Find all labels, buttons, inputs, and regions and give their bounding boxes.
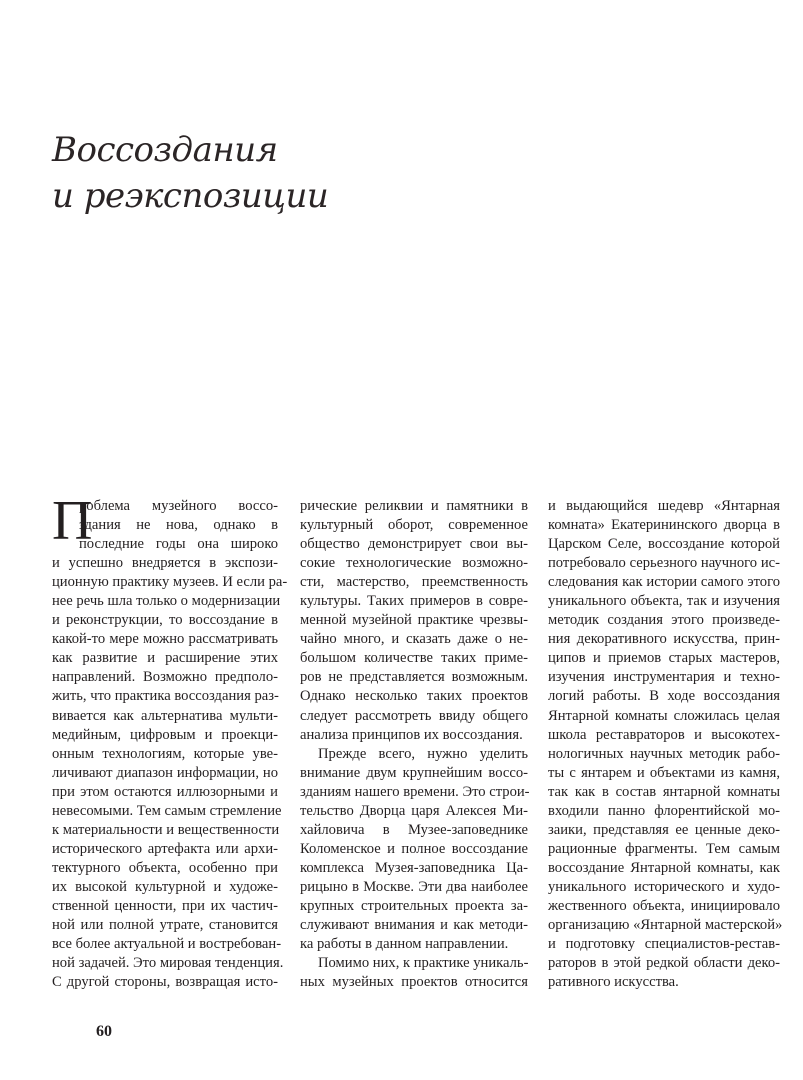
text-line: ты с янтарем и объектами из камня, (548, 764, 780, 781)
text-line: большом количестве таких приме- (300, 650, 528, 667)
text-line: жить, что практика воссоздания раз- (52, 688, 279, 705)
title-line-2: и реэкспозиции (52, 176, 329, 216)
text-line: так как в состав янтарной комнаты (548, 783, 780, 800)
text-line: невесомыми. Тем самым стремление (52, 802, 282, 819)
text-line: роблема музейного воссо- (79, 498, 278, 514)
text-line: Однако несколько таких проектов (300, 688, 528, 705)
text-line: рационные фрагменты. Тем самым (548, 840, 780, 857)
text-line: и успешно внедряется в экспози- (52, 555, 278, 572)
text-line: их высокой культурной и художе- (52, 878, 278, 895)
text-line: и выдающийся шедевр «Янтарная (548, 498, 780, 514)
text-line: жественного объекта, инициировало (548, 897, 780, 914)
text-line: медийным, цифровым и проекци- (52, 726, 278, 743)
text-line: сокие технологические возможно- (300, 555, 528, 572)
text-line: Помимо них, к практике уникаль- (318, 955, 529, 972)
text-line: какой-то мере можно рассматривать (52, 631, 278, 648)
text-line: культуры. Таких примеров в совре- (300, 593, 528, 610)
text-line: уникального исторического и худо- (548, 878, 780, 895)
text-line: сти, мастерство, преемственность (300, 574, 528, 591)
text-line: следования как истории самого этого (548, 574, 780, 591)
text-line: культурный оборот, современное (300, 517, 528, 534)
text-line: воссоздание Янтарной комнаты, как (548, 859, 780, 876)
text-line: и подготовку специалистов-рестав- (548, 936, 780, 953)
text-line: ципов и приемов старых мастеров, (548, 650, 780, 667)
text-line: школа реставраторов и высокотех- (548, 726, 780, 743)
text-column-3 (548, 497, 783, 992)
text-line: логий работы. В ходе воссоздания (548, 688, 780, 705)
text-line: крупных строительных проекта за- (300, 897, 528, 914)
text-line: ственной ценности, при их частич- (52, 897, 278, 914)
text-line: Коломенское и полное воссоздание (300, 840, 528, 857)
text-line: вивается как альтернатива мульти- (52, 707, 278, 724)
text-line: тельство Дворца царя Алексея Ми- (300, 802, 528, 819)
text-column-2 (300, 497, 528, 992)
text-line: общество демонстрирует свои вы- (300, 536, 528, 553)
text-line: личивают диапазон информации, но (52, 764, 278, 781)
text-line: последние годы она широко (79, 536, 278, 553)
text-line: следует рассмотреть ввиду общего (300, 707, 528, 724)
text-line: зданиям нашего времени. Это строи- (300, 783, 530, 800)
text-line: при этом остаются иллюзорными и (52, 783, 278, 800)
text-line: как развитие и расширение этих (52, 650, 278, 667)
page-number: 60 (96, 1023, 112, 1040)
text-line: входили панно флорентийской мо- (548, 802, 780, 819)
text-line: менной музейной практике чрезвы- (300, 612, 528, 629)
text-line: служивают внимания и как методи- (300, 917, 528, 934)
text-line: комната» Екатерининского дворца в (548, 517, 780, 534)
text-line: ной задачей. Это мировая тенденция. (52, 955, 284, 972)
text-line: рические реликвии и памятники в (300, 498, 528, 514)
text-line: Царском Селе, воссоздание которой (548, 536, 780, 553)
text-line: уникального объекта, так и изучения (548, 593, 780, 610)
text-line: организацию «Янтарной мастерской» (548, 917, 783, 934)
text-line: анализа принципов их воссоздания. (300, 726, 523, 743)
text-line: все более актуальной и востребован- (52, 936, 282, 953)
text-line: изучения инструментария и техно- (548, 669, 780, 686)
text-line: внимание двум крупнейшим воссо- (300, 764, 528, 781)
text-line: С другой стороны, возвращая исто- (52, 974, 278, 991)
text-line: и реконструкции, то воссоздание в (52, 612, 278, 629)
text-line: ративного искусства. (548, 974, 679, 991)
text-line: ров не представляется возможным. (300, 669, 528, 686)
text-line: исторического артефакта или архи- (52, 840, 278, 857)
text-line: онным технологиям, которые уве- (52, 745, 278, 762)
text-line: ной или полной утрате, становится (52, 917, 278, 934)
text-line: ционную практику музеев. И если ра- (52, 574, 288, 591)
text-line: хайловича в Музее-заповеднике (300, 821, 528, 838)
text-line: чайно много, и сказать даже о не- (300, 631, 528, 648)
text-line: рицыно в Москве. Эти два наиболее (300, 878, 528, 895)
text-line: потребовало серьезного научного ис- (548, 555, 780, 572)
text-line: раторов в этой редкой области деко- (548, 955, 780, 972)
drop-cap: П (52, 490, 93, 552)
text-line: ных музейных проектов относится (300, 974, 528, 991)
text-line: нологичных научных методик рабо- (548, 745, 780, 762)
text-line: здания не нова, однако в (79, 517, 278, 534)
text-line: нее речь шла только о модернизации (52, 593, 281, 610)
text-line: комплекса Музея-заповедника Ца- (300, 859, 528, 876)
page-title (52, 127, 328, 219)
text-line: заики, представляя ее ценные деко- (548, 821, 780, 838)
text-line: к материальности и вещественности (52, 821, 280, 838)
text-line: Янтарной комнаты сложилась целая (548, 707, 780, 724)
text-column-1 (52, 490, 288, 992)
text-line: тектурного объекта, особенно при (52, 859, 278, 876)
title-line-1: Воссоздания (52, 130, 278, 170)
text-line: ния декоративного искусства, прин- (548, 631, 780, 648)
text-line: ка работы в данном направлении. (300, 936, 509, 953)
text-line: методик создания этого произведе- (548, 612, 780, 629)
text-line: Прежде всего, нужно уделить (318, 745, 528, 762)
text-line: направлений. Возможно предполо- (52, 669, 278, 686)
